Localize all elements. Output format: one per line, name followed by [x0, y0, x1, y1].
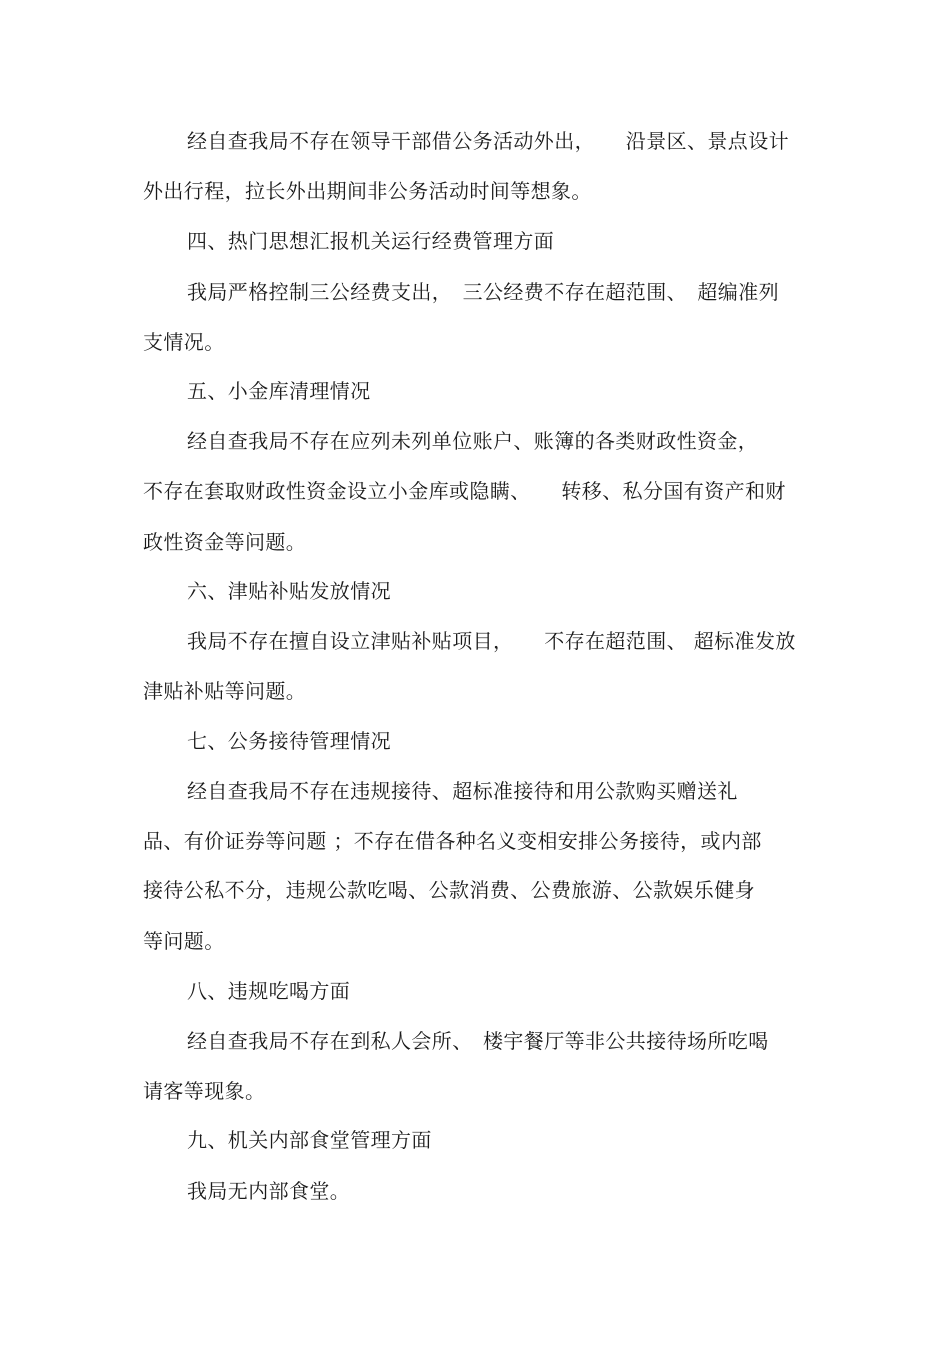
section-heading: 七、公务接待管理情况 [187, 729, 391, 753]
body-text-line: 我局不存在擅自设立津贴补贴项目， 不存在超范围、 超标准发放 [187, 629, 796, 653]
body-text-line: 外出行程，拉长外出期间非公务活动时间等想象。 [143, 179, 592, 203]
body-text-line: 经自查我局不存在应列未列单位账户、账簿的各类财政性资金， [187, 429, 759, 453]
body-text-line: 我局严格控制三公经费支出， 三公经费不存在超范围、 超编准列 [187, 280, 779, 304]
section-heading: 六、津贴补贴发放情况 [187, 579, 391, 603]
section-heading: 四、热门思想汇报机关运行经费管理方面 [187, 229, 555, 253]
body-text-line: 接待公私不分，违规公款吃喝、公款消费、公费旅游、公款娱乐健身 [143, 878, 755, 902]
section-heading: 八、违规吃喝方面 [187, 979, 351, 1003]
body-text-line: 不存在套取财政性资金设立小金库或隐瞒、 转移、私分国有资产和财 [143, 479, 786, 503]
body-text-line: 津贴补贴等问题。 [143, 679, 307, 703]
section-heading: 九、机关内部食堂管理方面 [187, 1128, 432, 1152]
body-text-line: 经自查我局不存在领导干部借公务活动外出， 沿景区、景点设计 [187, 129, 789, 153]
body-text-line: 我局无内部食堂。 [187, 1179, 351, 1203]
body-text-line: 政性资金等问题。 [143, 530, 307, 554]
section-heading: 五、小金库清理情况 [187, 379, 371, 403]
body-text-line: 品、有价证券等问题 ；不存在借各种名义变相安排公务接待，或内部 [143, 829, 762, 853]
body-text-line: 支情况。 [143, 330, 225, 354]
body-text-line: 经自查我局不存在到私人会所、 楼宇餐厅等非公共接待场所吃喝 [187, 1029, 769, 1053]
body-text-line: 等问题。 [143, 929, 225, 953]
body-text-line: 经自查我局不存在违规接待、超标准接待和用公款购买赠送礼 [187, 779, 738, 803]
body-text-line: 请客等现象。 [143, 1079, 266, 1103]
